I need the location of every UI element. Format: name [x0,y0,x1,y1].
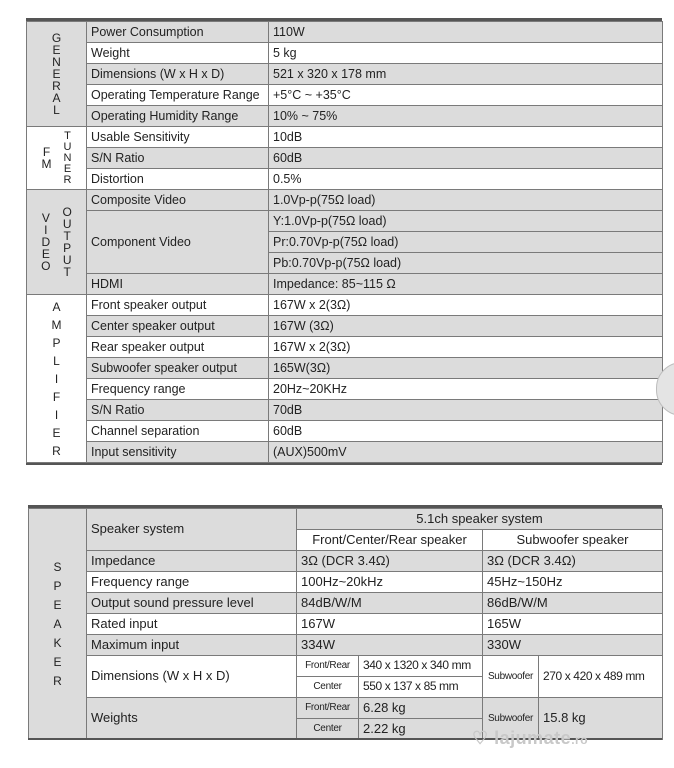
table-row [27,379,663,400]
table-row [29,656,663,677]
table-row [29,635,663,656]
table-row [27,400,663,421]
table-row [29,551,663,572]
weight-value-center: 2.22 kg [359,719,483,740]
row-value: 165W(3Ω) [269,358,663,379]
table-row [27,274,663,295]
section-letter: F [52,389,61,404]
row-label: Impedance [87,551,297,572]
row-value: 20Hz~20KHz [269,379,663,400]
row-value: +5°C ~ +35°C [269,85,663,106]
row-value-sub: 86dB/W/M [483,593,663,614]
section-letter: D [41,235,51,249]
row-value: Pb:0.70Vp-p(75Ω load) [269,253,663,274]
row-label: Usable Sensitivity [87,127,269,148]
section-letter: I [54,407,59,422]
section-letter: R [63,173,72,186]
row-value-sub: 165W [483,614,663,635]
section-letter: E [41,247,50,261]
row-value-front: 100Hz~20kHz [297,572,483,593]
row-value: 60dB [269,148,663,169]
section-letter: E [52,425,61,440]
table-row [27,421,663,442]
watermark [472,728,588,749]
row-label: Operating Humidity Range [87,106,269,127]
row-value: 70dB [269,400,663,421]
section-video-output [27,190,87,295]
table-row [29,614,663,635]
row-value: Pr:0.70Vp-p(75Ω load) [269,232,663,253]
section-letter: T [64,129,71,142]
section-letter: L [53,353,60,368]
column-header-front: Front/Center/Rear speaker [297,530,483,551]
section-letter: O [62,205,72,219]
section-letter: S [53,559,62,574]
section-letter: R [52,443,61,458]
table-row [27,169,663,190]
row-value: 167W x 2(3Ω) [269,295,663,316]
row-label: Composite Video [87,190,269,211]
dimension-value-subwoofer: 270 x 420 x 489 mm [539,656,663,698]
section-letter: P [53,578,62,593]
row-label: Component Video [87,211,269,274]
row-value: 5 kg [269,43,663,64]
section-letter: N [63,151,72,164]
section-letter: P [52,335,61,350]
section-letters-tuner [64,131,72,186]
dimension-value-center: 550 x 137 x 85 mm [359,677,483,698]
table-row [27,64,663,85]
table-row [27,295,663,316]
section-letter: M [41,157,52,171]
table-row [27,190,663,211]
section-letter: A [52,91,61,105]
section-letter: E [53,654,62,669]
row-label: Front speaker output [87,295,269,316]
row-value: 521 x 320 x 178 mm [269,64,663,85]
section-letter: K [53,635,62,650]
weight-value-front-rear: 6.28 kg [359,698,483,719]
top-table-bottom-rule [26,463,662,465]
row-label: Center speaker output [87,316,269,337]
table-row [27,148,663,169]
row-value-front: 167W [297,614,483,635]
weight-tag-front-rear: Front/Rear [297,698,359,719]
row-label: S/N Ratio [87,148,269,169]
table-row [27,337,663,358]
spec-table [26,21,663,463]
row-label: Weights [87,698,297,740]
dimension-tag-subwoofer: Subwoofer [483,656,539,698]
section-letters-speaker [29,558,86,691]
watermark-heart-icon: ♡ [472,728,489,748]
row-label: Channel separation [87,421,269,442]
section-fm-tuner [27,127,87,190]
section-letter: E [52,67,61,81]
table-row [27,127,663,148]
section-letter: N [52,55,61,69]
section-letter: I [44,223,48,237]
section-letter: G [51,31,62,45]
section-letters-fm [42,146,52,170]
section-letters-amplifier [27,298,86,460]
table-row [29,698,663,719]
section-speaker [29,509,87,740]
section-letter: F [42,145,51,159]
row-label: Power Consumption [87,22,269,43]
row-label: Weight [87,43,269,64]
row-value-front: 334W [297,635,483,656]
section-letter: E [63,162,72,175]
row-label: Output sound pressure level [87,593,297,614]
dimension-tag-front-rear: Front/Rear [297,656,359,677]
section-letter: T [63,265,71,279]
section-letter: P [63,241,72,255]
section-letter: L [53,103,60,117]
section-letter: R [52,79,61,93]
row-label: Operating Temperature Range [87,85,269,106]
table-row [27,106,663,127]
section-amplifier [27,295,87,463]
section-letter: I [54,371,59,386]
row-label: Input sensitivity [87,442,269,463]
row-value-front: 84dB/W/M [297,593,483,614]
dimension-value-front-rear: 340 x 1320 x 340 mm [359,656,483,677]
row-label: Rated input [87,614,297,635]
section-letters-video [41,212,50,272]
section-letter: V [41,211,50,225]
section-letter: A [53,616,62,631]
row-value: Y:1.0Vp-p(75Ω load) [269,211,663,232]
row-label: Dimensions (W x H x D) [87,64,269,85]
watermark-text: lajumate [494,728,572,748]
table-row [27,211,663,232]
row-value: 167W (3Ω) [269,316,663,337]
row-value: 167W x 2(3Ω) [269,337,663,358]
table-row [29,572,663,593]
section-letter: U [62,217,72,231]
row-value-sub: 330W [483,635,663,656]
section-letter: O [41,259,51,273]
weight-tag-subwoofer: Subwoofer [483,698,539,740]
table-row [27,85,663,106]
speaker-table [28,508,663,740]
row-label: Maximum input [87,635,297,656]
watermark-suffix: .ro [571,733,589,747]
row-label: Speaker system [87,509,297,551]
row-label: Dimensions (W x H x D) [87,656,297,698]
section-letters-output [63,206,72,278]
section-letter: M [51,317,62,332]
row-label: Frequency range [87,379,269,400]
row-value: 10dB [269,127,663,148]
row-label: HDMI [87,274,269,295]
row-value: (AUX)500mV [269,442,663,463]
row-value: 10% ~ 75% [269,106,663,127]
section-letter: U [62,253,72,267]
table-row [27,316,663,337]
row-label: Rear speaker output [87,337,269,358]
section-letter: T [63,229,71,243]
row-value: 110W [269,22,663,43]
table-row [29,509,663,530]
table-row [27,442,663,463]
row-label: Distortion [87,169,269,190]
section-letter: E [53,597,62,612]
row-label: Frequency range [87,572,297,593]
table-row [27,43,663,64]
table-row [27,22,663,43]
column-group-header: 5.1ch speaker system [297,509,663,530]
table-row [27,358,663,379]
dimension-tag-center: Center [297,677,359,698]
weight-tag-center: Center [297,719,359,740]
row-value: 60dB [269,421,663,442]
weight-value-subwoofer: 15.8 kg [539,698,663,740]
row-value: 0.5% [269,169,663,190]
section-letter: A [52,299,61,314]
section-general [27,22,87,127]
row-value: 1.0Vp-p(75Ω load) [269,190,663,211]
row-label: Subwoofer speaker output [87,358,269,379]
section-letters-general [27,32,86,116]
row-value-front: 3Ω (DCR 3.4Ω) [297,551,483,572]
section-letter: U [63,140,72,153]
section-letter: E [52,43,61,57]
row-value-sub: 3Ω (DCR 3.4Ω) [483,551,663,572]
row-value: Impedance: 85~115 Ω [269,274,663,295]
table-row [29,593,663,614]
column-header-subwoofer: Subwoofer speaker [483,530,663,551]
row-label: S/N Ratio [87,400,269,421]
row-value-sub: 45Hz~150Hz [483,572,663,593]
section-letter: R [53,673,62,688]
